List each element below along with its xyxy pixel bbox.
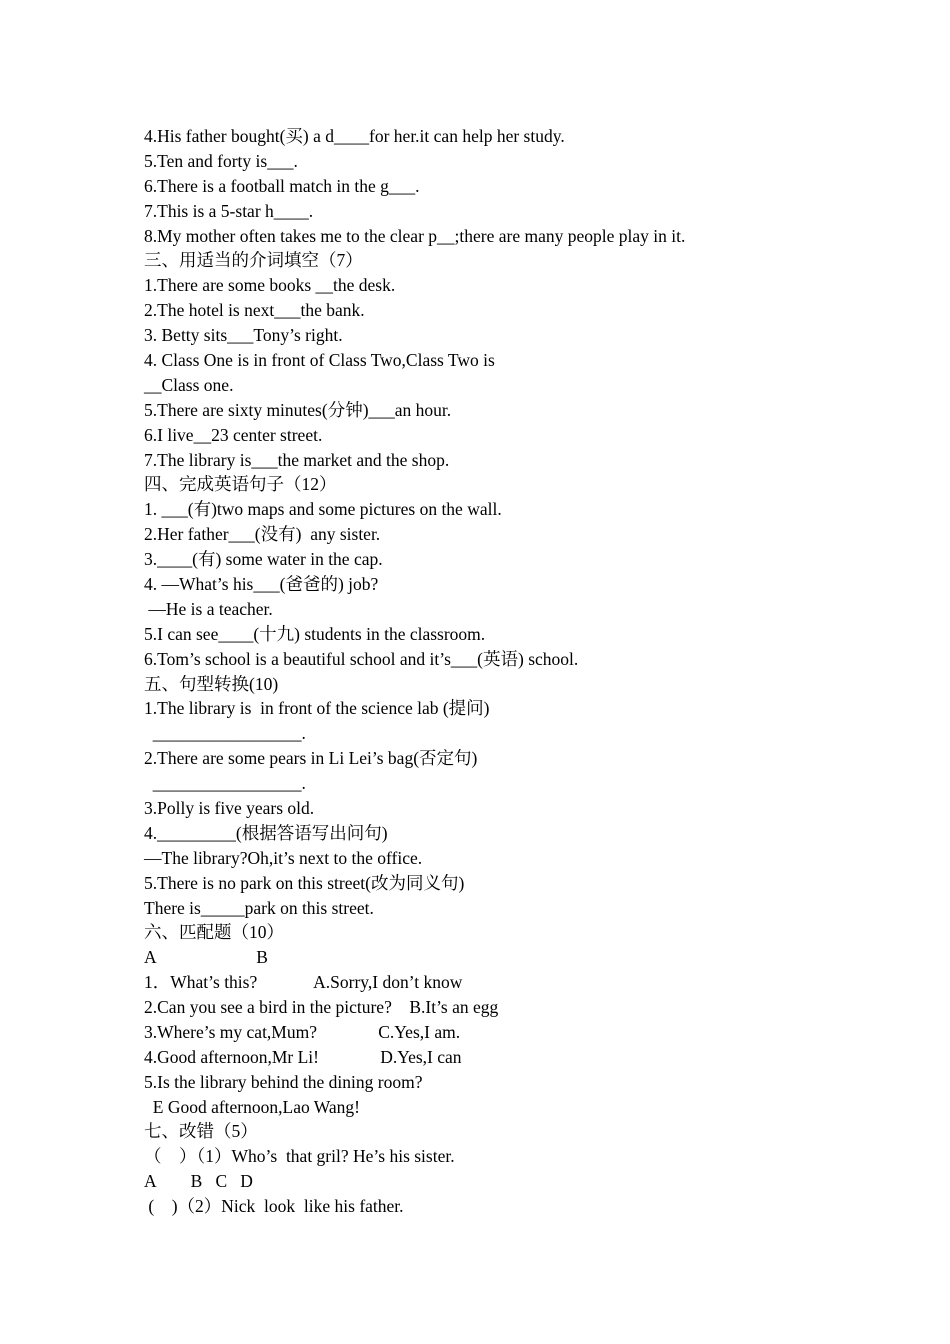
- text-line: 3.Polly is five years old.: [144, 798, 315, 818]
- text-line: 3. Betty sits___Tony’s right.: [144, 325, 343, 345]
- text-line: 5.I can see____(十九) students in the classroom.: [144, 624, 486, 644]
- text-line: 4._________(根据答语写出问句): [144, 823, 388, 843]
- text-line: 2.The hotel is next___the bank.: [144, 300, 365, 320]
- text-line: 3.____(有) some water in the cap.: [144, 549, 383, 569]
- text-line: 7.This is a 5-star h____.: [144, 201, 314, 221]
- text-line: 4. Class One is in front of Class Two,Class Two is: [144, 350, 495, 370]
- section-heading: 三、用适当的介词填空（7）: [144, 250, 363, 270]
- text-line: 6.Tom’s school is a beautiful school and it’s___(英语) school.: [144, 649, 579, 669]
- section-heading: 七、改错（5）: [144, 1121, 258, 1141]
- section-heading: 五、句型转换(10): [144, 674, 279, 694]
- match-row: 5.Is the library behind the dining room?: [144, 1072, 423, 1092]
- text-line: 2.There are some pears in Li Lei’s bag(否定句): [144, 748, 478, 768]
- text-line: 5.There is no park on this street(改为同义句): [144, 873, 465, 893]
- text-line: 1. ___(有)two maps and some pictures on the wall.: [144, 499, 502, 519]
- text-line: ( )（2）Nick look like his father.: [144, 1196, 404, 1216]
- text-line: 1.There are some books __the desk.: [144, 275, 396, 295]
- text-line: 4.His father bought(买) a d____for her.it can help her study.: [144, 126, 565, 146]
- text-line: __Class one.: [144, 375, 234, 395]
- text-line: （ ）（1）Who’s that gril? He’s his sister.: [144, 1146, 455, 1166]
- text-line: 1.The library is in front of the science lab (提问): [144, 698, 490, 718]
- match-row: 1．What’s this? A.Sorry,I don’t know: [144, 972, 463, 992]
- text-line: 6.I live__23 center street.: [144, 425, 323, 445]
- text-line: 7.The library is___the market and the shop.: [144, 450, 450, 470]
- text-line: 2.Her father___(没有) any sister.: [144, 524, 381, 544]
- section-heading: 六、匹配题（10）: [144, 922, 284, 942]
- answer-blank: _________________.: [144, 773, 306, 793]
- text-line: 6.There is a football match in the g___.: [144, 176, 420, 196]
- option-markers: A B C D: [144, 1171, 253, 1191]
- match-row: 4.Good afternoon,Mr Li! D.Yes,I can: [144, 1047, 462, 1067]
- text-line: There is_____park on this street.: [144, 898, 374, 918]
- text-line: —The library?Oh,it’s next to the office.: [144, 848, 423, 868]
- text-line: —He is a teacher.: [144, 599, 273, 619]
- text-line: 5.Ten and forty is___.: [144, 151, 298, 171]
- match-row: E Good afternoon,Lao Wang!: [144, 1097, 360, 1117]
- column-headers: A B: [144, 947, 268, 967]
- text-line: 8.My mother often takes me to the clear p__;there are many people play in it.: [144, 226, 686, 246]
- text-line: 4. —What’s his___(爸爸的) job?: [144, 574, 379, 594]
- section-heading: 四、完成英语句子（12）: [144, 474, 337, 494]
- answer-blank: _________________.: [144, 723, 306, 743]
- match-row: 3.Where’s my cat,Mum? C.Yes,I am.: [144, 1022, 461, 1042]
- match-row: 2.Can you see a bird in the picture? B.It’s an egg: [144, 997, 499, 1017]
- text-line: 5.There are sixty minutes(分钟)___an hour.: [144, 400, 452, 420]
